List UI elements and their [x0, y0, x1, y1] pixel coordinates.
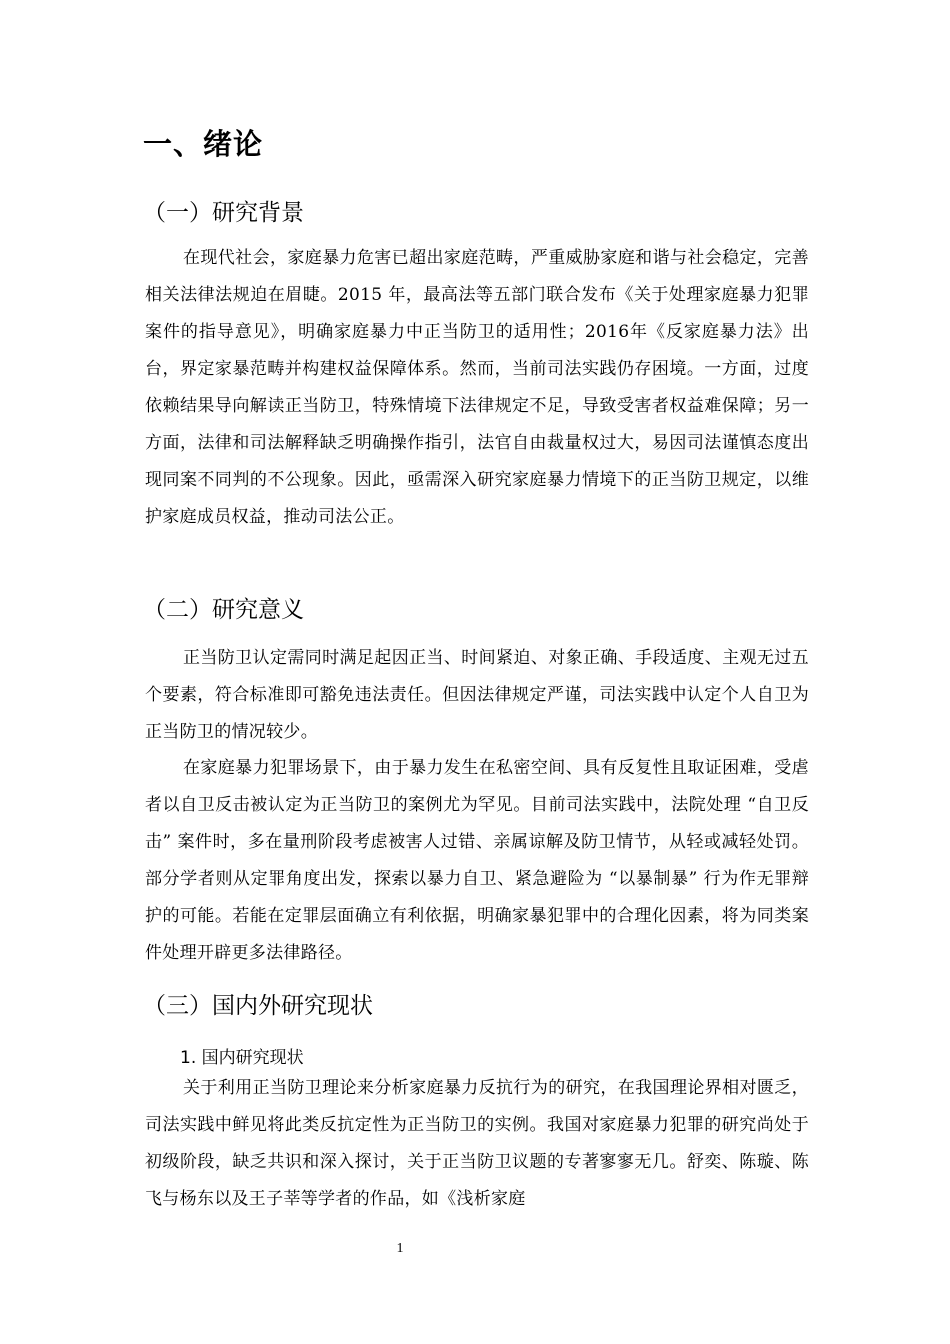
paragraph-domestic-status: 关于利用正当防卫理论来分析家庭暴力反抗行为的研究，在我国理论界相对匮乏，司法实践中鲜见将此类反抗定性为正当防卫的实例。我国对家庭暴力犯罪的研究尚处于初级阶段，缺乏共识和深入探讨，关于正当防卫议题的专著寥寥无几。舒奕、陈璇、陈飞与杨东以及王子莘等学者的作品，如《浅析家庭 — [145, 1078, 809, 1209]
paragraph-significance-2: 在家庭暴力犯罪场景下，由于暴力发生在私密空间、具有反复性且取证困难，受虐者以自卫反击被认定为正当防卫的案例尤为罕见。目前司法实践中，法院处理 “自卫反击” 案件时，多在量刑阶段考虑被害人过错、亲属谅解及防卫情节，从轻或减轻处罚。部分学者则从定罪角度出发，探索以暴力自卫、紧急避险为 “以暴制暴” 行为作无罪辩护的可能。若能在定罪层面确立有利依据，明确家暴犯罪中的合理化因素，将为同类案件处理开辟更多法律路径。 — [145, 758, 809, 963]
subheading-domestic-status: 1. 国内研究现状 — [180, 1048, 304, 1068]
heading-research-status: （三）国内外研究现状 — [143, 993, 373, 1019]
paragraph-significance-1: 正当防卫认定需同时满足起因正当、时间紧迫、对象正确、手段适度、主观无过五个要素，符合标准即可豁免违法责任。但因法律规定严谨，司法实践中认定个人自卫为正当防卫的情况较少。 — [145, 648, 809, 742]
section-title: 一、绪论 — [143, 127, 264, 161]
heading-background: （一）研究背景 — [143, 200, 304, 226]
paragraph-background: 在现代社会，家庭暴力危害已超出家庭范畴，严重威胁家庭和谐与社会稳定，完善相关法律法规迫在眉睫。2015 年，最高法等五部门联合发布《关于处理家庭暴力犯罪案件的指导意见》，明确家庭暴力中正当防卫的适用性；2016年《反家庭暴力法》出台，界定家暴范畴并构建权益保障体系。然而，当前司法实践仍存困境。一方面，过度依赖结果导向解读正当防卫，特殊情境下法律规定不足，导致受害者权益难保障；另一方面，法律和司法解释缺乏明确操作指引，法官自由裁量权过大，易因司法谨慎态度出现同案不同判的不公现象。因此，亟需深入研究家庭暴力情境下的正当防卫规定，以维护家庭成员权益，推动司法公正。 — [145, 248, 809, 527]
heading-significance: （二）研究意义 — [143, 597, 304, 623]
page-number: 1 — [396, 1241, 404, 1256]
